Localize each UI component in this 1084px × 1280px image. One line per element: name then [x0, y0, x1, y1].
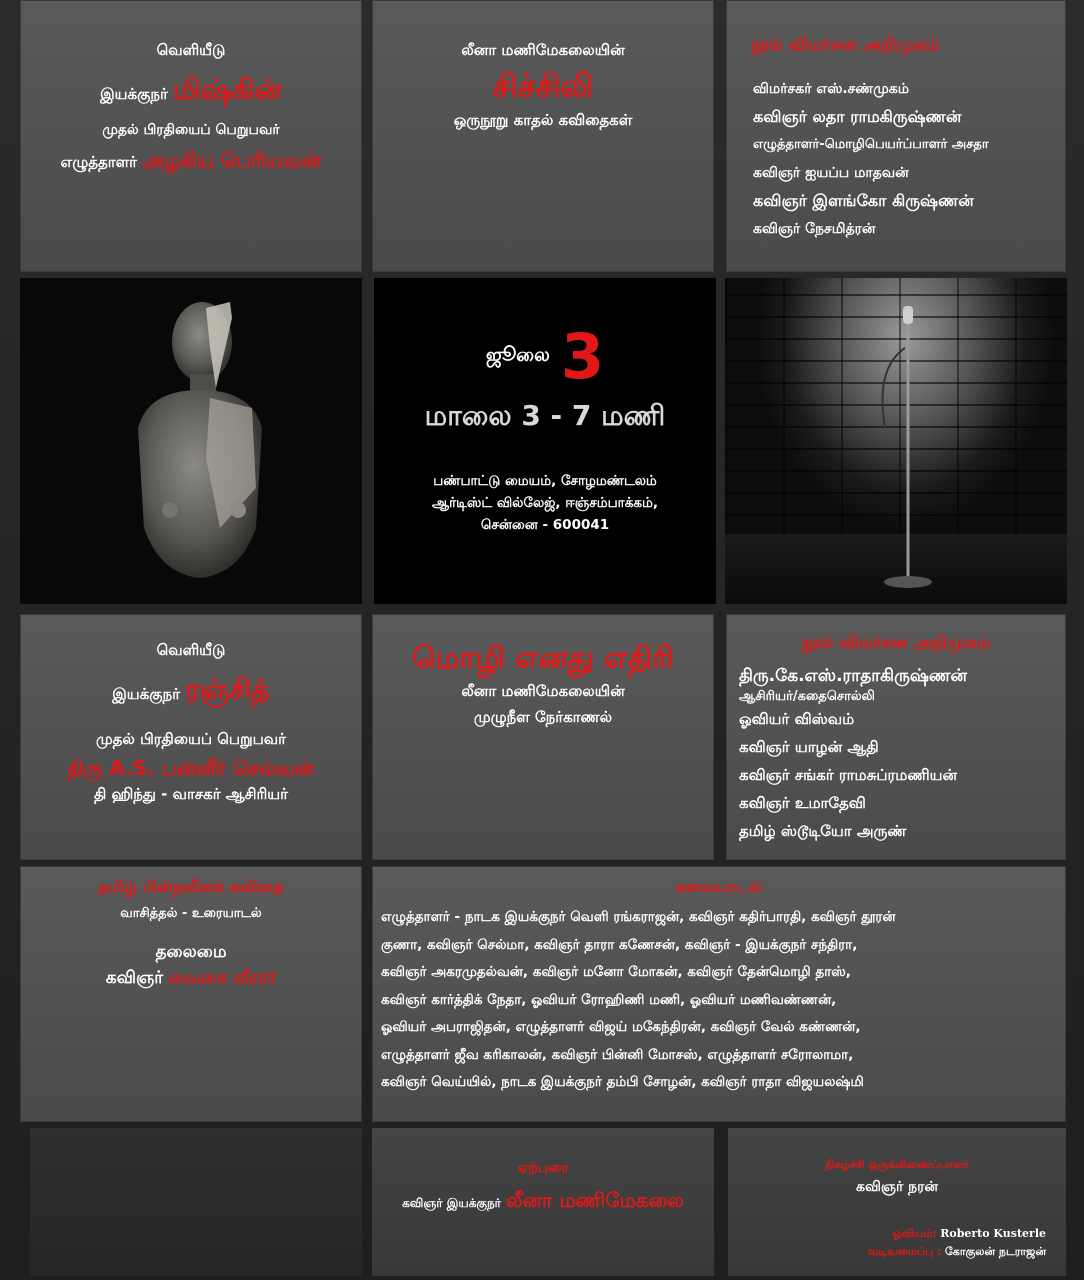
recipient-name: திரு A.S. பன்னீர் செல்வன் — [67, 756, 315, 780]
reviewer-list — [739, 663, 1065, 845]
director-label: இயக்குநர் — [100, 85, 168, 103]
session-heading: தமிழ் பின்நவீனக் கவிதை — [98, 877, 284, 896]
list-item: கவிஞர் ஐயப்ப மாதவன் — [753, 165, 909, 181]
list-item: கவிஞர் இளங்கோ கிருஷ்ணன் — [753, 191, 974, 210]
book-title: மொழி எனது எதிரி — [412, 641, 674, 676]
list-item: விமர்சகர் எஸ்.சண்முகம் — [753, 81, 910, 97]
acceptance-heading: ஏற்புரை — [517, 1160, 569, 1176]
participant-line: ஓவியர் அபராஜிதன், எழுத்தாளர் விஜய் மகேந்திரன், கவிஞர் வேல் கண்ணன், — [381, 1019, 861, 1035]
stage-microphone-image — [725, 278, 1067, 604]
participant-line: கவிஞர் வெய்யில், நாடக இயக்குநர் தம்பி சோழன், கவிஞர் ராதா விஜயலஷ்மி — [381, 1074, 864, 1090]
address-line: சென்னை - 600041 — [480, 517, 610, 533]
credit-value: Roberto Kusterle — [940, 1227, 1046, 1240]
list-item: கவிஞர் சங்கர் ராமசுப்ரமணியன் — [739, 766, 958, 784]
postmodern-poetry-panel — [20, 866, 362, 1122]
book-subtitle: முழுநீள நேர்காணல் — [473, 708, 613, 726]
list-item: தமிழ் ஸ்டூடியோ அருண் — [739, 822, 907, 840]
review-heading: நூல் விமர்சன அறிமுகம் — [751, 35, 940, 55]
release-label: வெளியீடு — [156, 41, 226, 59]
list-item: கவிஞர் நேசமித்ரன் — [753, 221, 876, 237]
participant-line: எழுத்தாளர் ஜீவ கரிகாலன், கவிஞர் பின்னி மோசஸ், எழுத்தாளர் சரோலாமா, — [381, 1046, 854, 1063]
first-copy-label: முதல் பிரதியைப் பெறுபவர் — [102, 122, 280, 138]
month-label: ஜூலை — [485, 344, 550, 366]
design-credit — [868, 1245, 1046, 1260]
review-intro-panel-1 — [726, 0, 1066, 272]
release-label: வெளியீடு — [156, 641, 226, 659]
book-subtitle: ஒருநூறு காதல் கவிதைகள் — [453, 111, 633, 129]
list-item: கவிஞர் உமாதேவி — [739, 794, 866, 812]
event-date-panel — [374, 278, 716, 604]
credit-value: கோகுலன் நடராஜன் — [944, 1245, 1046, 1258]
participant-line: குணா, கவிஞர் செல்மா, கவிஞர் தாரா கணேசன், கவிஞர் - இயக்குநர் சந்திரா, — [381, 936, 858, 953]
chair-label: தலைமை — [155, 942, 227, 962]
review-intro-panel-2 — [726, 614, 1066, 860]
list-item: கவிஞர் லதா ராமகிருஷ்ணன் — [753, 107, 962, 126]
acceptance-speech-panel — [372, 1128, 714, 1276]
sculpture-figure-illustration — [20, 278, 362, 604]
participant-line: கவிஞர் கார்த்திக் நேதா, ஓவியர் ரோஹிணி மணி, ஓவியர் மணிவண்ணன், — [381, 991, 837, 1008]
participant-list — [381, 904, 1065, 1097]
release-panel-mysskin — [20, 0, 362, 272]
book-title: சிச்சிலி — [492, 67, 594, 105]
speaker-title: கவிஞர் இயக்குநர் — [402, 1196, 501, 1210]
discussion-panel — [372, 866, 1066, 1122]
list-item: ஆசிரியர்/கதைசொல்லி — [739, 689, 875, 704]
recipient-title: தி ஹிந்து - வாசகர் ஆசிரியர் — [94, 785, 288, 803]
session-subtitle: வாசித்தல் - உரையாடல் — [120, 906, 262, 921]
microphone-icon — [725, 278, 1067, 604]
poet-label: கவிஞர் — [105, 968, 164, 988]
day-number: 3 — [560, 320, 605, 393]
participant-line: கவிஞர் அகரமுதல்வன், கவிஞர் மனோ மோகன், கவிஞர் தேன்மொழி தாஸ், — [381, 964, 851, 980]
coordinator-heading: நிகழ்ச்சி ஒருங்கிணைப்பாளர் — [825, 1158, 969, 1171]
book-title-panel-sichili — [372, 0, 714, 272]
list-item: எழுத்தாளர்-மொழிபெயர்ப்பாளர் அசதா — [753, 137, 989, 152]
review-heading: நூல் விமர்சன அறிமுகம் — [801, 633, 991, 653]
speaker-name: லீனா மணிமேகலை — [506, 1188, 684, 1212]
discussion-heading: கலையாடல் — [675, 877, 763, 896]
director-label: இயக்குநர் — [112, 685, 180, 703]
coordinator-panel — [728, 1128, 1066, 1276]
book-title-panel-mozhi — [372, 614, 714, 860]
credit-label: ஓவியம்: — [892, 1227, 937, 1240]
list-item: ஓவியர் விஸ்வம் — [739, 710, 855, 728]
credit-label: வடிவமைப்பு : — [867, 1245, 942, 1258]
director-name: ரஞ்சித் — [185, 673, 270, 706]
chair-name: வைகை வீரரர் — [168, 968, 277, 988]
list-item: திரு.கே.எஸ்.ராதாகிருஷ்ணன் — [739, 666, 967, 686]
address-line: பண்பாட்டு மையம், சோழமண்டலம் — [433, 473, 657, 489]
first-copy-label: முதல் பிரதியைப் பெறுபவர் — [96, 730, 286, 748]
author-line: லீனா மணிமேகலையின் — [461, 41, 625, 59]
participant-line: எழுத்தாளர் - நாடக இயக்குநர் வெளி ரங்கராஜன், கவிஞர் கதிர்பாரதி, கவிஞர் தூரன் — [381, 909, 896, 925]
author-line: லீனா மணிமேகலையின் — [461, 682, 625, 700]
address-line: ஆர்டிஸ்ட் வில்லேஜ், ஈஞ்சம்பாக்கம், — [432, 495, 658, 511]
list-item: கவிஞர் யாழன் ஆதி — [739, 738, 879, 756]
writer-label: எழுத்தாளர் — [60, 153, 138, 171]
event-time: மாலை 3 - 7 மணி — [424, 399, 666, 432]
release-panel-ranjith — [20, 614, 362, 860]
coordinator-name: கவிஞர் நரன் — [856, 1179, 938, 1195]
sculpture-image — [20, 278, 362, 604]
empty-panel — [30, 1128, 362, 1276]
artwork-credit — [892, 1227, 1046, 1242]
director-name: மிஷ்கின் — [172, 73, 282, 106]
venue-address — [374, 470, 716, 536]
writer-name: அழகிய பெரியவன் — [142, 148, 322, 172]
reviewer-list — [753, 75, 1065, 243]
